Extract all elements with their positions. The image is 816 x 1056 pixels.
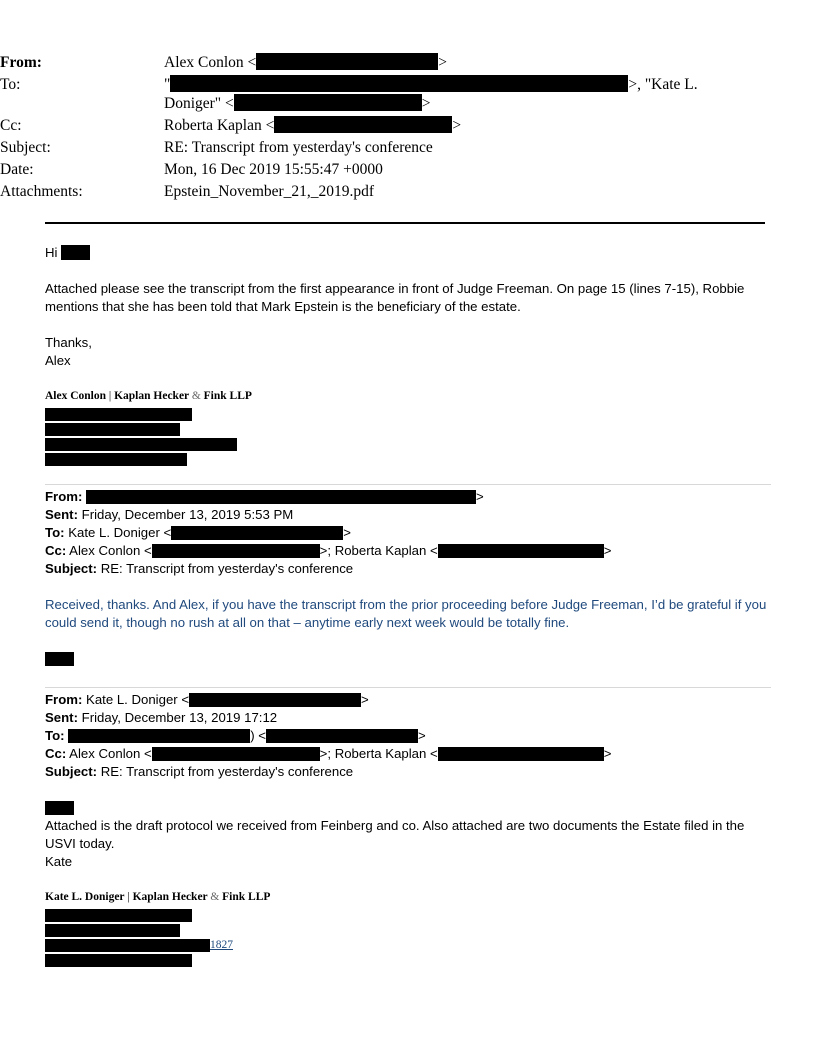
message1-signature-name: [45, 388, 252, 404]
header-cc-value: Roberta Kaplan <: [164, 117, 275, 134]
redaction: [256, 53, 438, 70]
message2-cc-mid: >; Roberta Kaplan <: [319, 543, 438, 558]
header-to-label: To:: [0, 76, 21, 93]
message3-from-value: Kate L. Doniger <: [82, 692, 190, 707]
header-attachments-value[interactable]: Epstein_November_21,_2019.pdf: [164, 183, 375, 200]
message2-cc-close: >: [603, 543, 612, 558]
message2-subject-value: RE: Transcript from yesterday's conference: [97, 561, 354, 576]
header-cc-close: >: [452, 117, 462, 134]
message2-subject-label: Subject:: [45, 561, 98, 576]
header-from-label: From:: [0, 54, 42, 71]
message1-closing: Thanks,: [45, 335, 92, 350]
redaction: [45, 423, 180, 436]
redaction: [171, 526, 343, 540]
message2-sent-row: [45, 506, 293, 524]
redaction: [68, 729, 250, 743]
message2-body: Received, thanks. And Alex, if you have the transcript from the prior proceeding before Judge Freeman, I’d be grateful if you could send it, though no rush at all on that – anytime early next week would be totally fine.: [45, 597, 767, 630]
header-date-row: [0, 159, 816, 181]
redaction: [234, 94, 422, 111]
message3-cc-value: Alex Conlon <: [66, 746, 152, 761]
signature-firm-b: Fink LLP: [219, 891, 271, 903]
header-to-open: ": [164, 76, 171, 93]
redaction: [61, 245, 90, 260]
message1-paragraph: Attached please see the transcript from the first appearance in front of Judge Freeman. On page 15 (lines 7-15), Robbie mentions that she has been told that Mark Epstein is the beneficiary of the estate.: [45, 281, 745, 314]
header-divider: [45, 222, 765, 224]
message2-to-close: >: [343, 525, 351, 540]
message1-greeting: Hi: [45, 245, 58, 260]
redaction: [266, 729, 418, 743]
message-divider: [45, 484, 771, 485]
redaction: [45, 453, 187, 466]
header-subject-value: RE: Transcript from yesterday's conference: [164, 139, 433, 156]
signature-ampersand: &: [210, 891, 220, 903]
redaction: [438, 544, 604, 558]
message2-from-row: [45, 488, 484, 506]
message3-to-close: >: [417, 728, 426, 743]
message3-cc-label: Cc:: [45, 746, 67, 761]
message2-cc-label: Cc:: [45, 543, 67, 558]
message2-from-label: From:: [45, 489, 83, 504]
message3-from-row: [45, 691, 369, 709]
message2-cc-value: Alex Conlon <: [66, 543, 152, 558]
message2-sent-label: Sent:: [45, 507, 78, 522]
signature-separator: |: [124, 891, 133, 903]
signature-separator: |: [106, 390, 115, 402]
redaction: [438, 747, 604, 761]
message3-sent-label: Sent:: [45, 710, 78, 725]
header-to-close: >, "Kate L.: [628, 76, 698, 93]
redaction: [152, 544, 320, 558]
redaction: [86, 490, 476, 504]
message3-sent-value: Friday, December 13, 2019 17:12: [77, 710, 278, 725]
message1-greeting-line: [45, 244, 775, 262]
message1-name: Alex: [45, 353, 71, 368]
message3-cc-row: [45, 745, 611, 763]
header-date-value: Mon, 16 Dec 2019 15:55:47 +0000: [164, 161, 383, 178]
redaction: [45, 408, 192, 421]
message2-sent-value: Friday, December 13, 2019 5:53 PM: [77, 507, 294, 522]
redaction: [189, 693, 361, 707]
redaction: [45, 652, 74, 666]
message3-subject-row: [45, 763, 353, 781]
redaction: [45, 438, 237, 451]
header-attachments-label: Attachments:: [0, 183, 83, 200]
message3-cc-mid: >; Roberta Kaplan <: [319, 746, 438, 761]
signature-phone-link[interactable]: 1827: [210, 939, 233, 951]
message3-to-label: To:: [45, 728, 65, 743]
signature-firm-b: Fink LLP: [200, 390, 252, 402]
header-subject-row: [0, 137, 816, 159]
message2-to-label: To:: [45, 525, 65, 540]
header-to-line2-open: Doniger" <: [164, 95, 234, 112]
header-subject-label: Subject:: [0, 139, 51, 156]
redaction: [170, 75, 628, 92]
signature-person: Kate L. Doniger: [45, 891, 125, 903]
signature-person: Alex Conlon: [45, 390, 107, 402]
header-from-close: >: [438, 54, 448, 71]
header-cc-row: [0, 115, 816, 137]
message3-from-label: From:: [45, 692, 83, 707]
redaction: [45, 801, 74, 815]
message2-from-close: >: [476, 489, 484, 504]
header-to-line2-close: >: [421, 95, 431, 112]
message3-to-row: [45, 727, 426, 745]
header-cc-label: Cc:: [0, 117, 22, 134]
redaction: [45, 939, 210, 952]
message3-subject-label: Subject:: [45, 764, 98, 779]
header-to-row-2: [0, 93, 816, 115]
message3-subject-value: RE: Transcript from yesterday's conference: [97, 764, 354, 779]
redaction: [274, 116, 452, 133]
message3-body: Attached is the draft protocol we received from Feinberg and co. Also attached are two documents the Estate filed in the USVI today.: [45, 818, 745, 851]
message2-subject-row: [45, 560, 353, 578]
message-divider: [45, 687, 771, 688]
message3-sent-row: [45, 709, 277, 727]
message3-from-close: >: [361, 692, 369, 707]
message2-to-row: [45, 524, 351, 542]
redaction: [45, 954, 192, 967]
header-from-value: Alex Conlon <: [164, 54, 257, 71]
header-date-label: Date:: [0, 161, 34, 178]
header-from-row: [0, 52, 816, 74]
signature-ampersand: &: [191, 390, 201, 402]
message3-cc-close: >: [603, 746, 612, 761]
redaction: [45, 909, 192, 922]
message3-name: Kate: [45, 854, 73, 869]
message3-to-mid: ) <: [250, 728, 266, 743]
redaction: [152, 747, 320, 761]
message3-signature-name: [45, 889, 270, 905]
header-attachments-row: [0, 181, 816, 203]
signature-firm-a: Kaplan Hecker: [114, 390, 192, 402]
signature-firm-a: Kaplan Hecker: [132, 891, 211, 903]
email-header: [0, 52, 816, 212]
redaction: [45, 924, 180, 937]
message2-cc-row: [45, 542, 611, 560]
message2-to-value: Kate L. Doniger <: [64, 525, 172, 540]
